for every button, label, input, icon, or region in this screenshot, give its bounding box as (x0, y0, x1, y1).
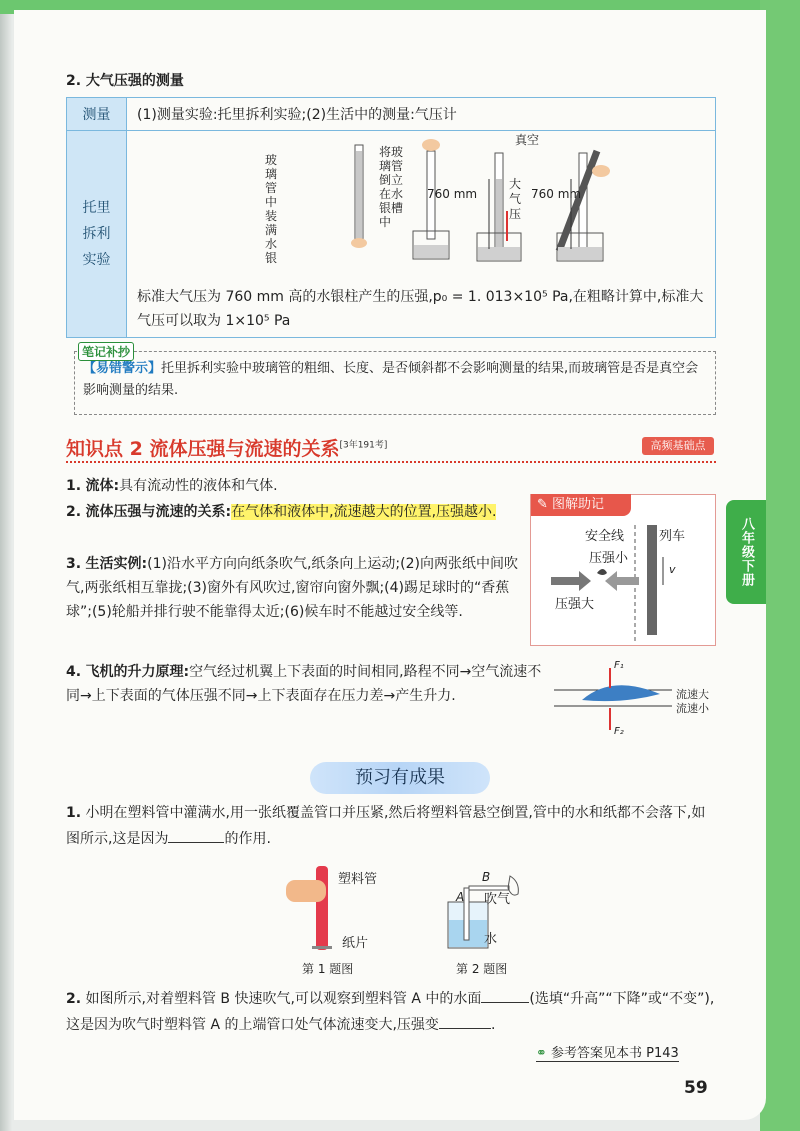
notes-text: 托里拆利实验中玻璃管的粗细、长度、是否倾斜都不会影响测量的结果,而玻璃管是否是真空会影响测量的结果. (83, 361, 699, 398)
diagram-v: v (669, 563, 676, 576)
header-rule (66, 461, 716, 463)
fig2-a: A (456, 890, 465, 904)
fig2-b: B (482, 870, 491, 884)
tube-a (464, 888, 469, 940)
grade-side-tab[interactable]: 八年级下册 (726, 500, 766, 604)
mercury-3 (496, 179, 502, 253)
wing-fast: 流速大 (676, 688, 709, 701)
label-760-1: 760 mm (427, 187, 478, 201)
notes-tag: 笔记补抄 (78, 342, 134, 361)
label-760-2: 760 mm (531, 187, 582, 201)
paper-sheet (312, 946, 332, 949)
trough-mercury-4 (558, 247, 602, 260)
row-label-torricelli: 托里 拆利 实验 (67, 131, 127, 338)
question-1: 1. 小明在塑料管中灌满水,用一张纸覆盖管口并压紧,然后将塑料管悬空倒置,管中的水和纸都不会落下,如图所示,这是因为 的作用. (66, 805, 706, 847)
fig2-caption: 第 2 题图 (456, 962, 508, 976)
link-icon: ⚭ (536, 1046, 552, 1061)
trough-mercury-3 (478, 247, 520, 260)
label-step2: 将玻璃管倒立在水银槽中 (379, 145, 404, 229)
wing-shape (582, 685, 660, 701)
section-heading: 2. 大气压强的测量 (66, 73, 184, 89)
measurement-table (66, 97, 716, 338)
notes-box (74, 351, 716, 415)
diagram-safety-line: 安全线 (585, 529, 625, 544)
notes-label: 【易错警示】 (83, 361, 162, 376)
label-air-pressure: 大气压 (509, 177, 522, 221)
arrow-high (551, 571, 591, 591)
trough-mercury-2 (414, 245, 448, 258)
fig2-water: 水 (484, 932, 498, 947)
diagram-high-pressure: 压强大 (555, 597, 595, 612)
point-1: 1. 流体:具有流动性的液体和气体. (66, 478, 278, 494)
exam-count: [3年191考] (339, 440, 388, 451)
page-edge (0, 0, 12, 1131)
hand-4 (592, 165, 610, 177)
question-2: 2. 如图所示,对着塑料管 B 快速吹气,可以观察到塑料管 A 中的水面 (选填“升高”“下降”或“不变”),这是因为吹气时塑料管 A 的上端管口处气体流速变大,压强变 . (66, 991, 715, 1033)
wing-f2: F₂ (614, 726, 624, 737)
diagram-box (530, 494, 716, 646)
hand-figure-1 (286, 880, 326, 902)
torricelli-text: 标准大气压为 760 mm 高的水银柱产生的压强,p₀ = 1. 013×10⁵ Pa,在粗略计算中,标准大气压可以取为 1×10⁵ Pa (137, 289, 704, 329)
knowledge-point-title: 知识点 2 流体压强与流速的关系[3年191考] (66, 438, 388, 460)
wing-f1: F₁ (614, 660, 624, 671)
q2-blank-2[interactable] (439, 1028, 491, 1029)
torricelli-cell (127, 131, 716, 338)
plastic-pipe (316, 866, 328, 950)
point-4: 4. 飞机的升力原理:空气经过机翼上下表面的时间相同,路程不同→空气流速不同→上下表面的气体压强不同→上下表面存在压力差→产生升力. (66, 664, 542, 704)
fig1-pipe-label: 塑料管 (338, 872, 378, 887)
arrow-low (605, 571, 639, 591)
mercury-1 (356, 151, 362, 241)
right-band (760, 0, 800, 1131)
fig1-caption: 第 1 题图 (302, 962, 354, 976)
q2-blank-1[interactable] (481, 1002, 529, 1003)
point-2: 2. 流体压强与流速的关系:在气体和液体中,流速越大的位置,压强越小. (66, 504, 497, 520)
fig1-paper-label: 纸片 (342, 936, 369, 951)
row-text-measure: (1)测量实验:托里拆利实验;(2)生活中的测量:气压计 (127, 98, 716, 131)
point-3: 3. 生活实例:(1)沿水平方向向纸条吹气,纸条向上运动;(2)向两张纸中间吹气,两张纸相互靠拢;(3)窗外有风吹过,窗帘向窗外飘;(4)踢足球时的“香蕉球”;(5)轮船并排行驶不能靠得太近;(6)候车时不能越过安全线等. (66, 556, 518, 620)
label-vacuum: 真空 (515, 133, 540, 147)
wing-slow: 流速小 (676, 702, 709, 715)
q1-blank[interactable] (168, 842, 224, 843)
diagram-low-pressure: 压强小 (589, 551, 629, 566)
diagram-tag: ✎ 图解助记 (531, 494, 631, 516)
train-diagram (531, 495, 715, 645)
train-shape (647, 525, 657, 635)
torricelli-figure (127, 131, 715, 281)
fig2-blow: 吹气 (484, 892, 511, 907)
label-step1: 玻璃管中装满水银 (265, 153, 278, 265)
knowledge-point-header (66, 434, 716, 460)
answer-reference[interactable]: ⚭ 参考答案见本书 P143 (536, 1042, 679, 1062)
page-number: 59 (684, 1078, 708, 1098)
hand-1 (351, 238, 367, 248)
practice-banner: 预习有成果 (310, 762, 490, 794)
person-icon (597, 569, 607, 575)
frequency-badge: 高频基础点 (642, 437, 714, 455)
diagram-train: 列车 (659, 529, 686, 544)
row-label-measure: 测量 (67, 98, 127, 131)
hand-2 (422, 139, 440, 151)
tilted-tube (559, 151, 597, 251)
